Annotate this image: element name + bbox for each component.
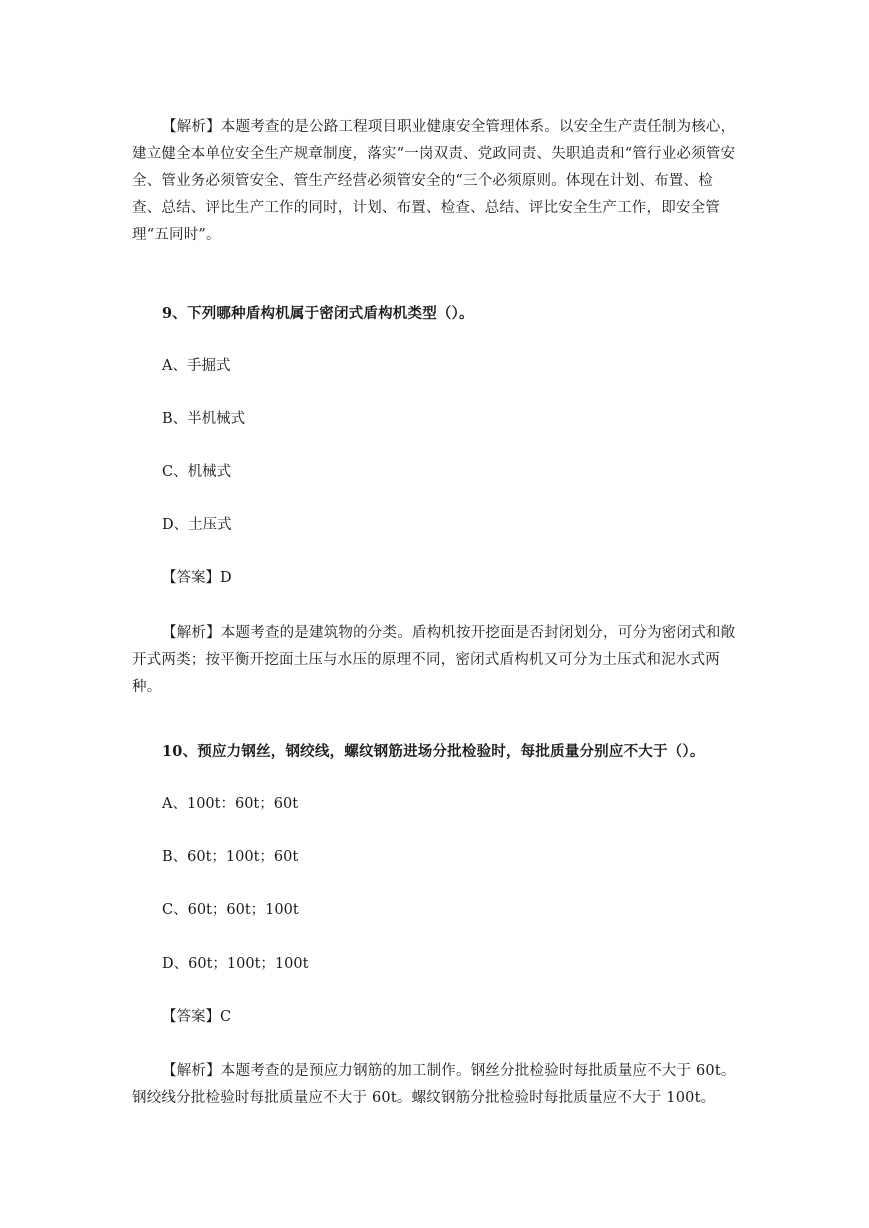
q9-option-c: C、机械式 bbox=[162, 464, 232, 480]
q9-option-b: B、半机械式 bbox=[162, 411, 246, 427]
q10-option-c: C、60t；60t；100t bbox=[162, 902, 299, 918]
q9-answer: 【答案】D bbox=[162, 570, 232, 586]
q10-option-b: B、60t；100t；60t bbox=[162, 849, 299, 865]
q10-option-d: D、60t；100t；100t bbox=[162, 956, 309, 972]
q10-option-a: A、100t：60t；60t bbox=[162, 796, 299, 812]
q9-option-a: A、手掘式 bbox=[162, 358, 231, 374]
q10-analysis: 【解析】本题考查的是预应力钢筋的加工制作。钢丝分批检验时每批质量应不大于 60t。钢绞线分批检验时每批质量应不大于 60t。螺纹钢筋分批检验时每批质量应不大于 100t。 bbox=[132, 1063, 736, 1106]
q9-option-d: D、土压式 bbox=[162, 517, 232, 533]
q9-analysis: 【解析】本题考查的是建筑物的分类。盾构机按开挖面是否封闭划分，可分为密闭式和敞开式两类；按平衡开挖面土压与水压的原理不同，密闭式盾构机又可分为土压式和泥水式两种。 bbox=[132, 625, 736, 695]
question-10-title: 10、预应力钢丝，钢绞线，螺纹钢筋进场分批检验时，每批质量分别应不大于（）。 bbox=[162, 743, 705, 760]
question-9-title: 9、下列哪种盾构机属于密闭式盾构机类型（）。 bbox=[162, 305, 474, 322]
analysis-paragraph-q8: 【解析】本题考查的是公路工程项目职业健康安全管理体系。以安全生产责任制为核心，建立健全本单位安全生产规章制度，落实“一岗双责、党政同责、失职追责和“管行业必须管安全、管业务必须管安全、管生产经营必须管安全的“三个必须原则。体现在计划、布置、检查、总结、评比生产工作的同时，计划、布置、检查、总结、评比安全生产工作，即安全管理“五同时”。 bbox=[132, 119, 736, 243]
q10-answer: 【答案】C bbox=[162, 1009, 232, 1025]
